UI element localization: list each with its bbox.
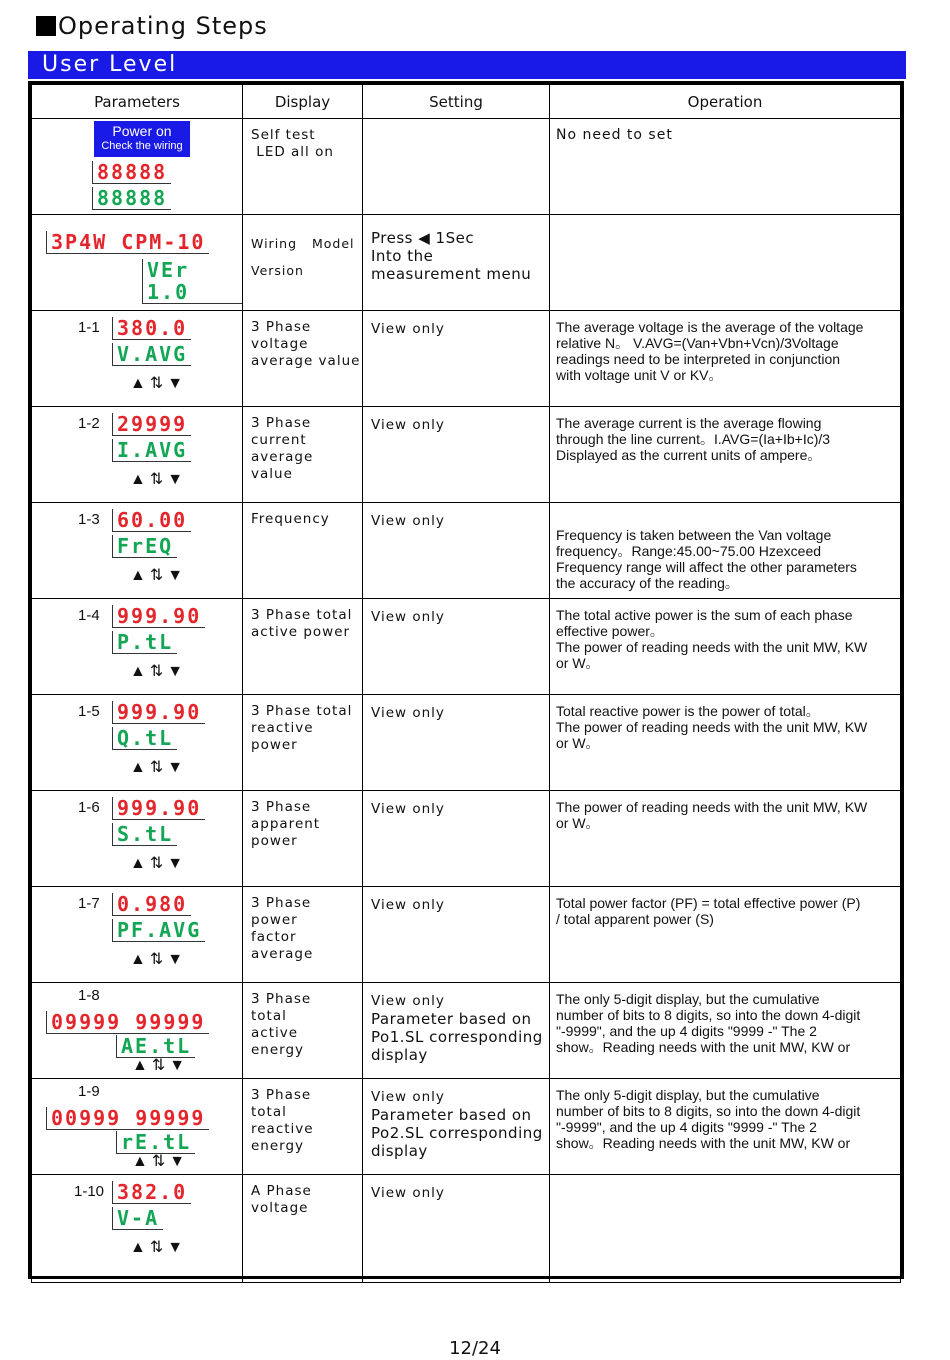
setting-cell [363, 119, 550, 215]
display-cell [243, 599, 363, 695]
display-cell [243, 407, 363, 503]
lcd-bottom-display: FrEQ [112, 535, 177, 558]
display-cell [243, 983, 363, 1079]
lcd-top-display: 999.90 [112, 605, 205, 628]
col-header-operation: Operation [550, 85, 901, 119]
lcd-bottom-display: VEr 1.0 [142, 259, 242, 304]
operation-cell [550, 695, 901, 791]
text-line: Frequency is taken between the Van voltage [556, 527, 832, 543]
text-line: total [251, 1008, 287, 1024]
setting-cell: View only [363, 1175, 550, 1283]
text-line: The power of reading needs with the unit MW, KW [556, 639, 868, 655]
nav-arrows-icon[interactable]: ▲⇅▼ [130, 951, 188, 968]
setting-detail [371, 1010, 549, 1064]
text-line: 3 Phase [251, 1087, 312, 1103]
setting-detail [371, 1106, 549, 1160]
display-line: LED all on [251, 144, 334, 160]
text-line: voltage [251, 336, 309, 352]
param-cell [32, 215, 243, 311]
lcd-bottom-display: AE.tL [116, 1035, 195, 1058]
text-line: The only 5-digit display, but the cumulative [556, 991, 820, 1007]
table-row [32, 887, 901, 983]
setting-line: measurement menu [371, 265, 532, 283]
text-line: active power [251, 624, 351, 640]
text-line: frequency。Range:45.00~75.00 Hzexceed [556, 543, 822, 559]
display-cell [243, 791, 363, 887]
operation-cell [550, 311, 901, 407]
setting-cell: View only [363, 791, 550, 887]
display-line: Self test [251, 127, 316, 143]
text-line: Po2.SL corresponding [371, 1124, 543, 1142]
power-on-badge [94, 121, 190, 157]
param-id: 1-4 [78, 607, 100, 624]
param-cell [32, 887, 243, 983]
display-cell [243, 503, 363, 599]
param-cell [32, 791, 243, 887]
text-line: reactive [251, 1121, 314, 1137]
param-cell [32, 1079, 243, 1175]
table-row [32, 791, 901, 887]
display-cell [243, 1175, 363, 1283]
text-line: average value [251, 353, 361, 369]
lcd-top-wrap [112, 701, 205, 724]
text-line: through the line current。I.AVG=(Ia+Ib+Ic)/3 [556, 431, 831, 447]
text-line: factor [251, 929, 297, 945]
display-cell [243, 119, 363, 215]
param-cell [32, 311, 243, 407]
text-line: display [371, 1046, 428, 1064]
text-line: The average voltage is the average of the voltage [556, 319, 864, 335]
text-line: Displayed as the current units of ampere。 [556, 447, 822, 463]
text-line: active [251, 1025, 299, 1041]
text-line: average [251, 449, 314, 465]
text-line: Total power factor (PF) = total effective power (P) [556, 895, 861, 911]
lcd-bottom-display: PF.AVG [112, 919, 205, 942]
text-line: or W。 [556, 815, 600, 831]
param-cell [32, 983, 243, 1079]
lcd-bottom-display: V-A [112, 1207, 163, 1230]
text-line: number of bits to 8 digits, so into the down 4-digit [556, 1103, 861, 1119]
col-header-display: Display [243, 85, 363, 119]
setting-cell: View only [363, 503, 550, 599]
lcd-top-display: 382.0 [112, 1181, 191, 1204]
text-line: effective power。 [556, 623, 664, 639]
lcd-top-wrap [112, 509, 191, 532]
text-line: 3 Phase [251, 895, 312, 911]
nav-arrows-icon[interactable]: ▲⇅▼ [130, 375, 188, 392]
text-line: Frequency [251, 511, 330, 527]
lcd-top-wrap [112, 605, 205, 628]
display-cell [243, 695, 363, 791]
lcd-bottom-display: I.AVG [112, 439, 191, 462]
operation-cell [550, 407, 901, 503]
section-banner: User Level [28, 51, 906, 79]
black-square-icon [36, 16, 56, 36]
text-line: A Phase [251, 1183, 312, 1199]
display-line: Version [251, 263, 304, 278]
text-line: 3 Phase [251, 991, 312, 1007]
table-row [32, 1079, 901, 1175]
param-id: 1-6 [78, 799, 100, 816]
text-line: 3 Phase total [251, 703, 353, 719]
lcd-bottom-display: Q.tL [112, 727, 177, 750]
lcd-top-wrap [112, 317, 191, 340]
text-line: / total apparent power (S) [556, 911, 714, 927]
lcd-top-wrap [112, 797, 205, 820]
page-title [36, 12, 268, 40]
page-title-text: Operating Steps [58, 12, 268, 40]
table-row [32, 311, 901, 407]
table-row [32, 695, 901, 791]
text-line: show。Reading needs with the unit MW, KW or [556, 1135, 851, 1151]
lcd-top-wrap [112, 413, 191, 436]
lcd-top-display: 29999 [112, 413, 191, 436]
operation-cell [550, 215, 901, 311]
text-line: show。Reading needs with the unit MW, KW or [556, 1039, 851, 1055]
param-cell [32, 599, 243, 695]
operation-cell [550, 983, 901, 1079]
param-id: 1-1 [78, 319, 100, 336]
text-line: energy [251, 1042, 305, 1058]
text-line: 3 Phase total [251, 607, 353, 623]
text-line: total [251, 1104, 287, 1120]
text-line: display [371, 1142, 428, 1160]
lcd-bottom-wrap [112, 727, 177, 750]
param-cell [32, 119, 243, 215]
text-line: power [251, 833, 298, 849]
table-row [32, 983, 901, 1079]
nav-arrows-icon[interactable]: ▲⇅▼ [130, 759, 188, 776]
param-id: 1-10 [74, 1183, 105, 1200]
param-cell [32, 407, 243, 503]
text-line: voltage [251, 1200, 309, 1216]
lcd-bottom-wrap [112, 439, 191, 462]
text-line: energy [251, 1138, 305, 1154]
text-line: apparent [251, 816, 321, 832]
lcd-top-display: 3P4W CPM-10 [46, 231, 209, 254]
param-cell [32, 695, 243, 791]
lcd-bottom-wrap [112, 343, 191, 366]
operation-cell [550, 1175, 901, 1283]
lcd-bottom-wrap [112, 535, 177, 558]
operation-cell [550, 887, 901, 983]
nav-arrows-icon[interactable]: ▲⇅▼ [130, 567, 188, 584]
lcd-bottom-wrap [112, 823, 177, 846]
lcd-bottom-display: S.tL [112, 823, 177, 846]
lcd-top-wrap [112, 1181, 191, 1204]
text-line: 3 Phase [251, 799, 312, 815]
lcd-top-display: 00999 99999 [46, 1107, 209, 1130]
text-line: The average current is the average flowing [556, 415, 822, 431]
lcd-top-display: 380.0 [112, 317, 191, 340]
display-cell [243, 215, 363, 311]
page-number: 12/24 [449, 1338, 501, 1359]
param-id: 1-2 [78, 415, 100, 432]
text-line: relative N。 V.AVG=(Van+Vbn+Vcn)/3Voltage [556, 335, 839, 351]
param-id: 1-8 [78, 987, 100, 1004]
operation-cell [550, 791, 901, 887]
lcd-top-display: 999.90 [112, 701, 205, 724]
nav-arrows-icon[interactable]: ▲⇅▼ [132, 1153, 190, 1170]
text-line: the accuracy of the reading。 [556, 575, 739, 591]
setting-line: Into the [371, 247, 434, 265]
power-on-label: Power on [112, 123, 172, 139]
text-line: The total active power is the sum of each phase [556, 607, 853, 623]
setting-cell [363, 215, 550, 311]
col-header-setting: Setting [363, 85, 550, 119]
lcd-top-wrap [46, 1011, 209, 1034]
text-line: power [251, 737, 298, 753]
table-row-power-on [32, 119, 901, 215]
text-line: reactive [251, 720, 314, 736]
lcd-top-display: 0.980 [112, 893, 191, 916]
lcd-bottom-display: rE.tL [116, 1131, 195, 1154]
text-line: value [251, 466, 293, 482]
nav-arrows-icon[interactable]: ▲⇅▼ [132, 1057, 190, 1074]
setting-line: View only [371, 993, 445, 1009]
nav-arrows-icon[interactable]: ▲⇅▼ [130, 663, 188, 680]
setting-cell [363, 983, 550, 1079]
text-line: Total reactive power is the power of total。 [556, 703, 820, 719]
setting-cell: View only [363, 311, 550, 407]
text-line: 3 Phase [251, 415, 312, 431]
param-id: 1-7 [78, 895, 100, 912]
text-line: or W。 [556, 655, 600, 671]
nav-arrows-icon[interactable]: ▲⇅▼ [130, 855, 188, 872]
text-line: Parameter based on [371, 1106, 532, 1124]
setting-cell: View only [363, 887, 550, 983]
text-line: The power of reading needs with the unit MW, KW [556, 719, 868, 735]
operation-cell [550, 503, 901, 599]
lcd-top-wrap [112, 893, 191, 916]
setting-cell: View only [363, 599, 550, 695]
text-line: Po1.SL corresponding [371, 1028, 543, 1046]
lcd-bottom-wrap [112, 919, 205, 942]
lcd-top-wrap [46, 1107, 209, 1130]
col-header-parameters: Parameters [32, 85, 243, 119]
display-cell [243, 311, 363, 407]
param-cell [32, 503, 243, 599]
param-id: 1-9 [78, 1083, 100, 1100]
lcd-bottom-display: V.AVG [112, 343, 191, 366]
setting-line: View only [371, 1089, 445, 1105]
nav-arrows-icon[interactable]: ▲⇅▼ [130, 1239, 188, 1256]
nav-arrows-icon[interactable]: ▲⇅▼ [130, 471, 188, 488]
param-id: 1-5 [78, 703, 100, 720]
text-line: The only 5-digit display, but the cumulative [556, 1087, 820, 1103]
operating-table [28, 81, 904, 1279]
table-row [32, 599, 901, 695]
table-row [32, 503, 901, 599]
display-cell [243, 1079, 363, 1175]
check-wiring-label: Check the wiring [101, 140, 183, 152]
text-line: with voltage unit V or KV。 [556, 367, 723, 383]
param-id: 1-3 [78, 511, 100, 528]
text-line: "-9999", and the up 4 digits "9999 -" The 2 [556, 1023, 817, 1039]
text-line: current [251, 432, 307, 448]
display-cell [243, 887, 363, 983]
setting-cell: View only [363, 695, 550, 791]
param-cell [32, 1175, 243, 1283]
text-line: 3 Phase [251, 319, 312, 335]
text-line: or W。 [556, 735, 600, 751]
text-line: readings need to be interpreted in conjunction [556, 351, 841, 367]
setting-cell: View only [363, 407, 550, 503]
setting-line: Press ◀ 1Sec [371, 229, 475, 247]
lcd-top-display: 999.90 [112, 797, 205, 820]
text-line: average [251, 946, 314, 962]
lcd-bottom-wrap [112, 1207, 163, 1230]
table-row [32, 407, 901, 503]
operation-cell [550, 1079, 901, 1175]
lcd-bottom-display: 88888 [92, 187, 171, 210]
lcd-top-display: 09999 99999 [46, 1011, 209, 1034]
setting-cell [363, 1079, 550, 1175]
operation-cell: No need to set [550, 119, 901, 215]
text-line: number of bits to 8 digits, so into the down 4-digit [556, 1007, 861, 1023]
operation-cell [550, 599, 901, 695]
table-row-wiring [32, 215, 901, 311]
table-row [32, 1175, 901, 1283]
lcd-top-display: 88888 [92, 161, 171, 184]
display-line: Wiring Model [251, 236, 355, 251]
lcd-bottom-wrap [112, 631, 177, 654]
text-line: Parameter based on [371, 1010, 532, 1028]
text-line [556, 511, 900, 527]
lcd-top-display: 60.00 [112, 509, 191, 532]
text-line: "-9999", and the up 4 digits "9999 -" The 2 [556, 1119, 817, 1135]
text-line: power [251, 912, 298, 928]
text-line: The power of reading needs with the unit MW, KW [556, 799, 868, 815]
text-line: Frequency range will affect the other parameters [556, 559, 857, 575]
lcd-bottom-display: P.tL [112, 631, 177, 654]
